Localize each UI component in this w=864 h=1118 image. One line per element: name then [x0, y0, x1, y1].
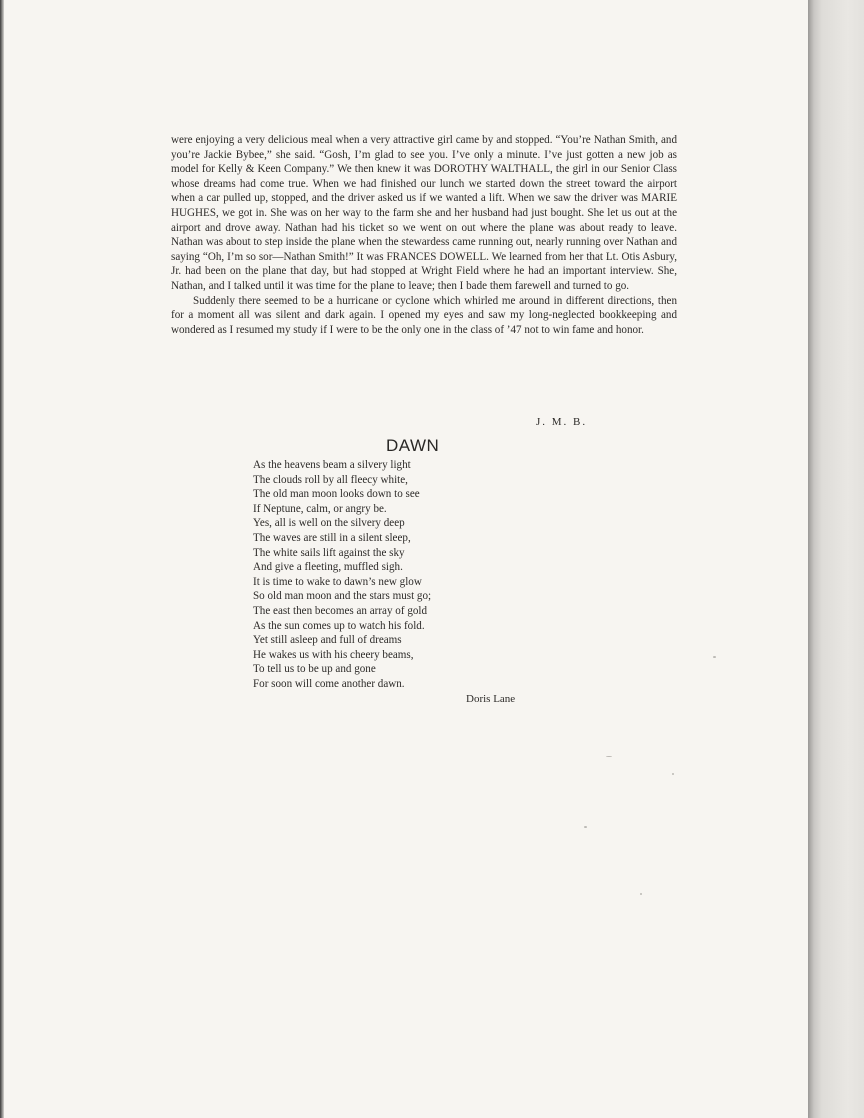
poem-line: It is time to wake to dawn’s new glow [253, 575, 422, 588]
poem-line: The east then becomes an array of gold [253, 604, 428, 617]
poem-line: Yet still asleep and full of dreams [253, 634, 402, 647]
poem-line: And give a fleeting, muffled sigh. [253, 561, 403, 574]
poem-line: The old man moon looks down to see [253, 488, 420, 501]
next-page-edge [808, 0, 864, 1118]
poem-line: He wakes us with his cheery beams, [253, 648, 414, 661]
poem-line: To tell us to be up and gone [253, 663, 376, 676]
poem-author: Doris Lane [466, 693, 516, 705]
poem-line: The clouds roll by all fleecy white, [253, 473, 408, 486]
poem-line: If Neptune, calm, or angry be. [253, 502, 387, 515]
poem-line: As the sun comes up to watch his fold. [253, 619, 425, 632]
poem-title: DAWN [386, 436, 440, 455]
paper-speck [713, 656, 716, 658]
paper-speck [640, 893, 642, 895]
paper-speck [672, 773, 674, 775]
poem-line: Yes, all is well on the silvery deep [253, 517, 405, 530]
story-signature: J. M. B. [536, 416, 588, 428]
story-paragraph-1: were enjoying a very delicious meal when a very attractive girl came by and stopped. “You’re Nathan Smith, and you’re Jackie Bybee,” she said. “Gosh, I’m glad to see you. I’ve only a minute. I’ve just gotten a new job as model for Kelly & Keen Company.” We then knew it was DOROTHY WALTHALL, the girl in our Senior Class whose dreams had come true. When we had finished our lunch we started down the street toward the airport when a car pulled up, stopped, and the driver asked us if we wanted a lift. When we saw the driver was MARIE HUGHES, we got in. She was on her way to the farm she and her husband had just bought. She let us out at the airport and drove away. Nathan had his ticket so we went on out where the plane was about ready to leave. Nathan was about to step inside the plane when the stewardess came running out, nearly running over Nathan and saying “Oh, I’m so sor—Nathan Smith!” It was FRANCES DOWELL. We learned from her that Lt. Otis Asbury, Jr. had been on the plane that day, but had stopped at Wright Field where he had an important interview. She, Nathan, and I talked until it was time for the plane to leave; then I bade them farewell and turned to go. [171, 134, 677, 292]
story-paragraph-2: Suddenly there seemed to be a hurricane or cyclone which whirled me around in different directions, then for a moment all was silent and dark again. I opened my eyes and saw my long-neglected bookkeeping and wondered as I resumed my study if I were to be the only one in the class of ’47 not to win fame and honor. [171, 294, 677, 336]
poem-line: The waves are still in a silent sleep, [253, 531, 411, 544]
poem-line: So old man moon and the stars must go; [253, 590, 432, 603]
poem-line: As the heavens beam a silvery light [253, 459, 411, 471]
paper-speck [606, 756, 612, 757]
story-text [171, 133, 677, 337]
page-binding-edge [0, 0, 4, 1118]
poem-line: For soon will come another dawn. [253, 677, 405, 690]
poem-body [253, 458, 431, 692]
poem-line: The white sails lift against the sky [253, 546, 405, 559]
paper-speck [584, 826, 587, 828]
